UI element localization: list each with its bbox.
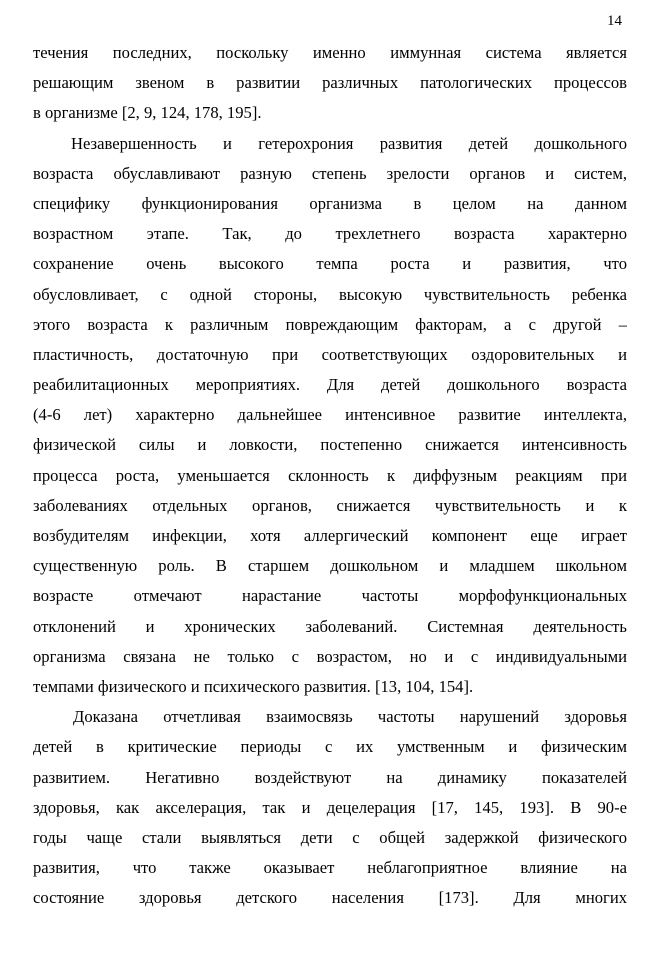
text-line: возрасте отмечают нарастание частоты морфофункциональных bbox=[33, 586, 627, 606]
text-line: детей в критические периоды с их умственным и физическим bbox=[33, 737, 627, 757]
text-line: физической силы и ловкости, постепенно снижается интенсивность bbox=[33, 435, 627, 455]
text-line: возбудителям инфекции, хотя аллергический компонент еще играет bbox=[33, 526, 627, 545]
text-line: организма связана не только с возрастом, но и с индивидуальными bbox=[33, 646, 627, 666]
text-line: отклонений и хронических заболеваний. Системная деятельность bbox=[33, 616, 627, 636]
text-line: развитием. Негативно воздействуют на динамику показателей bbox=[33, 767, 627, 787]
text-line: существенную роль. В старшем дошкольном и младшем школьном bbox=[33, 556, 627, 576]
body-text bbox=[33, 38, 627, 913]
text-line: процесса роста, уменьшается склонность к диффузным реакциям при bbox=[33, 465, 627, 485]
text-line: этого возраста к различным повреждающим факторам, а с другой – bbox=[33, 314, 627, 334]
text-line: темпами физического и психического развития. [13, 104, 154]. bbox=[33, 676, 474, 696]
text-line: возрастном этапе. Так, до трехлетнего возраста характерно bbox=[33, 224, 627, 244]
text-line: течения последних, поскольку именно иммунная система является bbox=[33, 43, 627, 62]
text-line: развития, что также оказывает неблагоприятное влияние на bbox=[33, 858, 627, 878]
text-line: состояние здоровья детского населения [173]. Для многих bbox=[33, 888, 627, 908]
text-line: решающим звеном в развитии различных патологических процессов bbox=[33, 73, 627, 93]
text-line: пластичность, достаточную при соответствующих оздоровительных и bbox=[33, 344, 627, 364]
text-line: в организме [2, 9, 124, 178, 195]. bbox=[33, 103, 262, 123]
text-line: обусловливает, с одной стороны, высокую чувствительность ребенка bbox=[33, 284, 627, 304]
text-line: реабилитационных мероприятиях. Для детей дошкольного возраста bbox=[33, 375, 627, 395]
text-line: заболеваниях отдельных органов, снижается чувствительность и к bbox=[33, 495, 627, 515]
text-line: (4-6 лет) характерно дальнейшее интенсивное развитие интеллекта, bbox=[33, 405, 627, 425]
text-line: Незавершенность и гетерохрония развития детей дошкольного bbox=[71, 133, 627, 153]
text-line: здоровья, как акселерация, так и децелерация [17, 145, 193]. В 90-е bbox=[33, 797, 627, 817]
text-line: годы чаще стали выявляться дети с общей задержкой физического bbox=[33, 827, 627, 847]
text-line: Доказана отчетливая взаимосвязь частоты нарушений здоровья bbox=[73, 707, 627, 727]
page-number: 14 bbox=[607, 13, 622, 29]
text-line: специфику функционирования организма в целом на данном bbox=[33, 193, 627, 213]
text-line: возраста обуславливают разную степень зрелости органов и систем, bbox=[33, 163, 627, 183]
text-line: сохранение очень высокого темпа роста и развития, что bbox=[33, 254, 627, 274]
